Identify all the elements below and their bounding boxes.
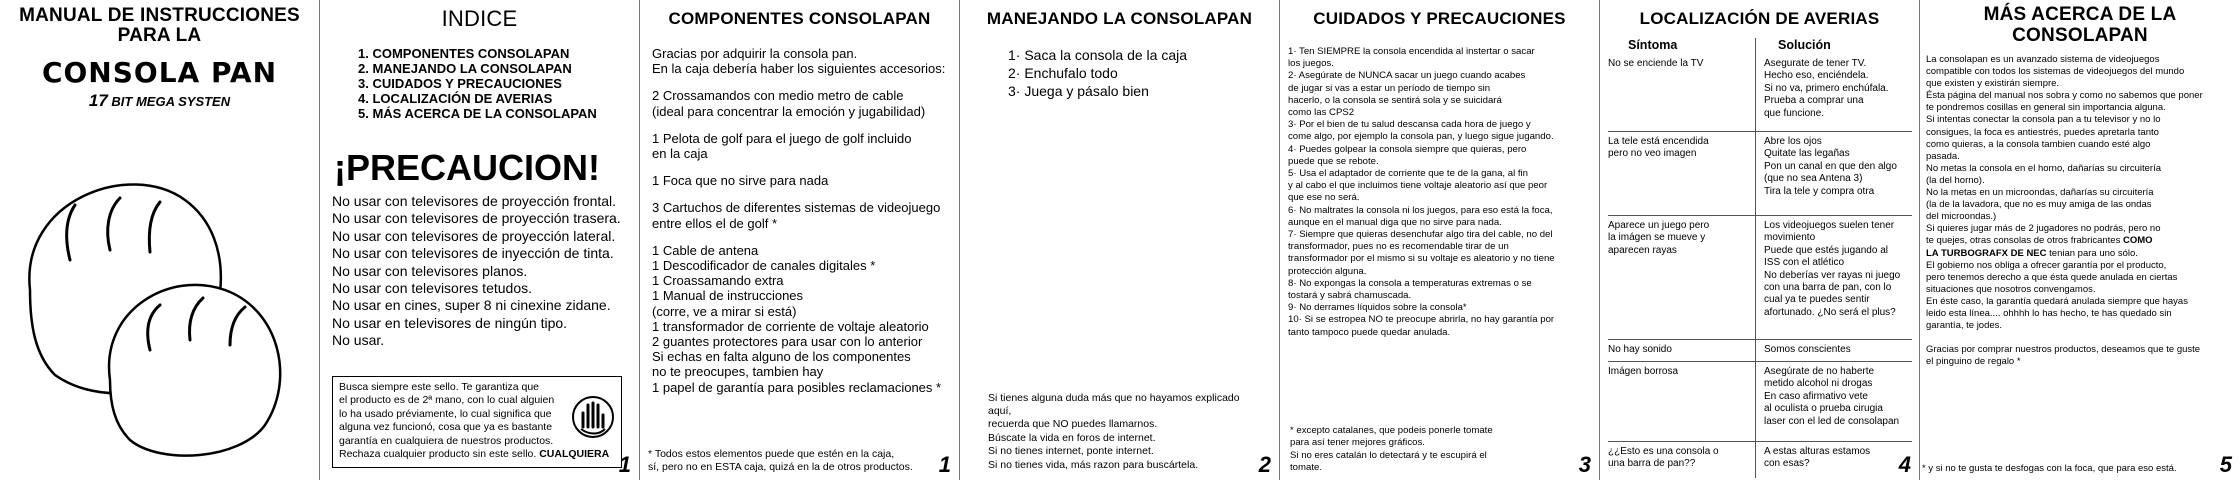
about-line-text: te quejes, otras consolas de otros frabricantes (1926, 235, 2121, 247)
about-line: compatible con todos los sistemas de videojuegos del mundo (1926, 66, 2185, 78)
symptom-cell (1608, 220, 1748, 257)
care-line: 10· Si se estropea NO te preocupe abrirla, no hay garantía por (1288, 314, 1555, 326)
cover-panel (0, 0, 320, 480)
care-line: 8· No expongas la consola a temperaturas extremas o se (1288, 277, 1532, 289)
cell-line: Asegurate de tener TV. (1764, 58, 1867, 69)
cell-line: cual ya te puedes sentir (1764, 294, 1870, 306)
components-line: 2 Crossamandos con medio metro de cable (652, 88, 904, 104)
troubleshooting-title: LOCALIZACIÓN DE AVERIAS (1639, 9, 1880, 28)
components-line: 1 Manual de instrucciones (652, 288, 804, 304)
footnote-line: * Todos estos elementos puede que estén en la caja, (648, 448, 895, 460)
symptom-cell (1608, 446, 1748, 471)
care-line: 6· No maltrates la consola ni los juegos, para eso está la foca, (1288, 204, 1553, 216)
about-line: te pondremos cosillas en general sin importancia alguna. (1926, 102, 2166, 114)
about-line: el pinguino de regalo * (1926, 356, 2021, 368)
precaution-line: No usar con televisores de proyección frontal. (332, 193, 617, 209)
about-line: leido esta línea.... ohhhh lo has hecho, te has quedado sin (1926, 307, 2172, 319)
footnote-line: recuerda que NO puedes llamarnos. (988, 418, 1158, 431)
about-title (1920, 4, 2240, 46)
components-panel (640, 0, 960, 480)
brand-subtitle-number: 17 (88, 91, 108, 110)
page-number: 3 (1578, 452, 1591, 477)
usage-step: 2· Enchufalo todo (1008, 65, 1118, 81)
about-line: pero tenemos derecho a que ésta quede anulada en ciertas (1926, 271, 2178, 283)
table-row (1608, 442, 1912, 478)
precaution-line: No usar con televisores de proyección trasera. (332, 210, 621, 227)
cell-line: ¿¿Esto es una consola o (1608, 446, 1719, 457)
cell-line: Pon un canal en que den algo (1764, 160, 1897, 172)
seal-line-text: Rechaza cualquier producto sin este sello. (339, 448, 537, 461)
symptom-cell (1608, 344, 1748, 356)
seal-line: garantía en cualquiera de nuestros productos. (339, 434, 554, 447)
cell-line: No deberías ver rayas ni juego (1764, 269, 1901, 281)
cell-line: que funcione. (1764, 107, 1825, 119)
precaution-line: No usar con televisores tetudos. (332, 280, 532, 297)
seal-bold-word: CUALQUIERA (539, 448, 610, 461)
page-number: 1 (938, 452, 951, 477)
components-title: COMPONENTES CONSOLAPAN (668, 9, 931, 28)
care-line: aunque en el manual diga que no sirve para nada. (1288, 216, 1502, 228)
care-line: 5· Usa el adaptador de corriente que te de la gana, al fin (1288, 168, 1529, 180)
usage-panel (960, 0, 1280, 480)
about-line: del microondas.) (1926, 211, 1997, 223)
cell-line: con esas? (1764, 458, 1810, 470)
footnote-line: Si no tienes vida, más razon para buscártela. (988, 458, 1199, 471)
care-line: transformador por el mismo si su voltaje es aleatorio y no tiene (1288, 253, 1555, 265)
footnote-line: para así tener mejores gráficos. (1290, 437, 1425, 449)
symptom-cell (1608, 58, 1748, 70)
troubleshooting-panel (1600, 0, 1920, 480)
about-line: (la del horno). (1926, 174, 1985, 186)
seal-line: lo ha usado préviamente, lo cual significa que (339, 407, 552, 420)
precaution-heading: ¡PRECAUCION! (334, 147, 600, 188)
table-row (1608, 340, 1912, 362)
footnote-line: Si no eres catalán lo detectará y te escupirá el (1290, 449, 1487, 461)
cell-line: laser con el led de consolapan (1764, 415, 1900, 427)
components-line: Si echas en falta alguno de los componentes (652, 349, 911, 365)
cell-line: Los videojuegos suelen tener (1764, 220, 1895, 231)
care-line: tanto tampoco puede quedar anulada. (1288, 326, 1451, 338)
care-line: como las CPS2 (1288, 107, 1355, 119)
care-line: tostará y sabrá chamuscada. (1288, 290, 1412, 302)
components-line: 1 papel de garantía para posibles reclamaciones * (652, 379, 942, 395)
index-item: 2. MANEJANDO LA CONSOLAPAN (358, 61, 572, 76)
index-item: 3. CUIDADOS Y PRECAUCIONES (358, 76, 562, 91)
about-line: En éste caso, la garantía quedará anulada siempre que hayas (1926, 295, 2188, 307)
usage-step: 1· Saca la consola de la caja (1008, 47, 1187, 63)
cell-line: A estas alturas estamos (1764, 446, 1871, 457)
care-line: 2· Asegúrate de NUNCA sacar un juego cuando acabes (1288, 70, 1526, 82)
care-line: 9· No derrames líquidos sobre la consola* (1288, 302, 1467, 314)
cell-line: la imágen se mueve y (1608, 232, 1706, 244)
index-item: 1. COMPONENTES CONSOLAPAN (358, 46, 570, 61)
cell-line: afortunado. ¿No será el plus? (1764, 306, 1896, 318)
care-line: come algo, por ejemplo la consola pan, y luego sigue jugando. (1288, 131, 1554, 143)
components-line: 1 Croassamando extra (652, 273, 784, 289)
care-line: puede que se rebote. (1288, 155, 1379, 167)
seal-line: alguna vez funcionó, cosa que ya es bastante (339, 421, 553, 434)
solution-cell (1764, 366, 1914, 428)
precaution-list (332, 193, 639, 350)
about-panel (1920, 0, 2240, 480)
care-line: que ese no será. (1288, 192, 1360, 204)
bread-console-icon (10, 140, 310, 470)
about-bold-text: COMO (2122, 235, 2153, 247)
about-line: como quieras, a la consola tambien cuando esté algo (1926, 138, 2151, 150)
about-body (1926, 54, 2236, 368)
cell-line: Prueba a comprar una (1764, 95, 1864, 107)
about-line: Ésta página del manual nos sobra y como no sabemos que poner (1926, 90, 2203, 102)
manual-title-line-1: MANUAL DE INSTRUCCIONES (19, 5, 300, 26)
index-list (358, 46, 639, 121)
symptom-cell (1608, 366, 1748, 378)
cell-line: una barra de pan?? (1608, 458, 1696, 470)
cell-line: Asegúrate de no haberte (1764, 366, 1875, 377)
cell-line: movimiento (1764, 232, 1816, 244)
cell-line: Quitate las legañas (1764, 148, 1850, 160)
about-line-text: tenian para uno sólo. (2046, 247, 2138, 259)
index-item: 5. MÁS ACERCA DE LA CONSOLAPAN (358, 106, 597, 121)
cell-line: con una barra de pan, con lo (1764, 282, 1892, 294)
care-line: 4· Puedes golpear la consola siempre que quieras, pero (1288, 143, 1527, 155)
usage-steps (1008, 46, 1279, 100)
solution-cell (1764, 136, 1914, 198)
precaution-line: No usar en televisores de ningún tipo. (332, 314, 568, 331)
cell-line: aparecen rayas (1608, 244, 1677, 256)
precaution-line: No usar con televisores de proyección lateral. (332, 227, 616, 244)
solution-cell (1764, 220, 1914, 319)
components-line: (corre, ve a mirar si está) (652, 303, 797, 319)
care-panel (1280, 0, 1600, 480)
hand-seal-icon (571, 391, 615, 441)
care-body (1288, 46, 1588, 339)
brand-subtitle-text: BIT MEGA SYSTEN (111, 94, 231, 109)
about-line: No la metas en un microondas, dañarías su circuitería (1926, 187, 2154, 199)
components-line: 1 Descodificador de canales digitales * (652, 258, 876, 274)
care-line: los juegos. (1288, 58, 1334, 70)
footnote-line: Búscate la vida en foros de internet. (988, 431, 1156, 444)
cell-line: Hecho eso, enciéndela. (1764, 70, 1869, 82)
care-line: 3· Por el bien de tu salud descansa cada hora de juego y (1288, 119, 1531, 131)
about-footnote: * y si no te gusta te desfogas con la foca, que para eso está. (1922, 463, 2177, 474)
care-line: protección alguna. (1288, 265, 1367, 277)
cell-line: Imágen borrosa (1608, 366, 1679, 377)
precaution-line: No usar con televisores de inyección de tinta. (332, 245, 614, 262)
about-line: El gobierno nos obliga a ofrecer garantía por el producto, (1926, 259, 2167, 271)
precaution-line: No usar con televisores planos. (332, 262, 528, 279)
cell-line: La tele está encendida (1608, 136, 1709, 147)
solution-cell (1764, 446, 1914, 471)
components-line: (ideal para concentrar la emoción y jugabilidad) (652, 103, 926, 119)
care-line: 1· Ten SIEMPRE la consola encendida al instertar o sacar (1288, 46, 1535, 57)
about-title-line-1: MÁS ACERCA DE LA (1983, 4, 2177, 25)
footnote-line: tomate. (1290, 461, 1322, 473)
components-line: Gracias por adquirir la consola pan. (652, 46, 858, 61)
page-number: 4 (1898, 452, 1911, 477)
about-title-line-2: CONSOLAPAN (2012, 25, 2148, 46)
components-line: en la caja (652, 146, 708, 162)
about-line: No metas la consola en el horno, dañarías su circuitería (1926, 162, 2161, 174)
care-line: 7· Siempre que quieras desenchufar algo tira del cable, no del (1288, 229, 1553, 241)
table-row (1608, 362, 1912, 442)
cell-line: Somos conscientes (1764, 344, 1851, 355)
cell-line: (que no sea Antena 3) (1764, 173, 1863, 185)
care-line: y al cabo el que incluimos tiene voltaje aleatorio así que peor (1288, 180, 1548, 192)
symptom-cell (1608, 136, 1748, 161)
about-line: que existen y existirán siempre. (1926, 78, 2060, 90)
cell-line: Tira la tele y compra otra (1764, 185, 1875, 197)
usage-footnote (988, 392, 1248, 472)
cell-line: metido alcohol ni drogas (1764, 378, 1873, 390)
components-line: 1 Foca que no sirve para nada (652, 173, 829, 189)
about-line: La consolapan es un avanzado sistema de videojuegos (1926, 54, 2160, 65)
about-line: garantía, te jodes. (1926, 320, 2003, 332)
table-row (1608, 54, 1912, 132)
cell-line: al oculista o prueba cirugia (1764, 403, 1883, 415)
components-line: 3 Cartuchos de diferentes sistemas de videojuego (652, 200, 941, 216)
footnote-line: sí, pero no en ESTA caja, quizá en la de otros productos. (648, 461, 913, 473)
cell-line: Aparece un juego pero (1608, 220, 1710, 231)
cell-line: No hay sonido (1608, 344, 1672, 355)
footnote-line: Si no tienes internet, ponte internet. (988, 445, 1154, 458)
care-line: transformador, pues no es recomendable tirar de un (1288, 241, 1509, 253)
index-item: 4. LOCALIZACIÓN DE AVERIAS (358, 91, 553, 106)
manual-title-line-2: PARA LA (117, 25, 202, 46)
about-line: consigues, la foca es antiestrés, puedes apretarla tanto (1926, 126, 2159, 138)
components-footnote (648, 448, 928, 474)
cell-line: No se enciende la TV (1608, 58, 1704, 69)
components-line: 1 transformador de corriente de voltaje aleatorio (652, 318, 929, 334)
cell-line: Si no va, primero enchúfala. (1764, 82, 1889, 94)
seal-line: Busca siempre este sello. Te garantiza que (339, 381, 540, 393)
about-line: (la de la lavadora, que no es muy amiga de las ondas (1926, 199, 2152, 211)
solution-cell (1764, 58, 1914, 120)
about-line (1926, 235, 2236, 247)
care-title: CUIDADOS Y PRECAUCIONES (1313, 9, 1566, 28)
about-line: Gracias por comprar nuestros productos, deseamos que te guste (1926, 344, 2201, 356)
about-bold-text: LA TURBOGRAFX DE NEC (1926, 247, 2047, 259)
precaution-line: No usar. (332, 332, 385, 349)
usage-step: 3· Juega y pásalo bien (1008, 83, 1149, 99)
seal-line (339, 448, 610, 461)
about-line: situaciones que nosotros convengamos. (1926, 283, 2096, 295)
components-line: 1 Pelota de golf para el juego de golf incluido (652, 130, 912, 146)
components-line: 1 Cable de antena (652, 242, 759, 258)
about-line: Si quieres jugar más de 2 jugadores no podrás, pero no (1926, 223, 2161, 235)
page-number: 5 (2219, 452, 2232, 477)
components-line: En la caja debería haber los siguientes accesorios: (652, 61, 946, 77)
symptom-header: Síntoma (1628, 38, 1678, 52)
solution-header: Solución (1778, 38, 1831, 52)
cell-line: ISS con el atlético (1764, 257, 1845, 269)
care-line: de jugar si vas a estar un período de tiempo sin (1288, 82, 1491, 94)
page-number: 1 (618, 452, 631, 477)
footnote-line: * excepto catalanes, que podeis ponerle tomate (1290, 425, 1493, 437)
table-row (1608, 216, 1912, 340)
components-body (652, 46, 959, 395)
index-panel (320, 0, 640, 480)
components-line: entre ellos el de golf * (652, 215, 778, 231)
components-line: no te preocupes, tambien hay (652, 364, 824, 380)
manual-title (0, 6, 319, 46)
solution-cell (1764, 344, 1914, 356)
index-title: INDICE (441, 6, 518, 31)
care-footnote (1290, 425, 1540, 474)
table-row (1608, 132, 1912, 216)
components-line: 2 guantes protectores para usar con lo anterior (652, 334, 923, 350)
quality-seal-box (332, 376, 622, 468)
brand-logo: CONSOLA PAN (41, 56, 278, 89)
precaution-line: No usar en cines, super 8 ni cinexine zidane. (332, 297, 611, 314)
cell-line: Abre los ojos (1764, 136, 1822, 147)
footnote-line: Si tienes alguna duda más que no hayamos explicado aquí, (988, 391, 1240, 417)
cell-line: Puede que estés jugando al (1764, 244, 1888, 256)
usage-title: MANEJANDO LA CONSOLAPAN (986, 9, 1253, 28)
seal-text (339, 381, 610, 461)
about-line (1926, 248, 2236, 260)
page-number: 2 (1258, 452, 1271, 477)
cell-line: pero no veo imagen (1608, 148, 1697, 160)
brand-subtitle (0, 91, 319, 111)
about-line: pasada. (1926, 150, 1960, 162)
cell-line: En caso afirmativo vete (1764, 390, 1868, 402)
care-line: hacerlo, o la consola se sentirá sola y se suicidará (1288, 94, 1502, 106)
seal-line: el producto es de 2ª mano, con lo cual alguien (339, 394, 555, 407)
about-line: Si intentas conectar la consola pan a tu televisor y no lo (1926, 114, 2161, 126)
